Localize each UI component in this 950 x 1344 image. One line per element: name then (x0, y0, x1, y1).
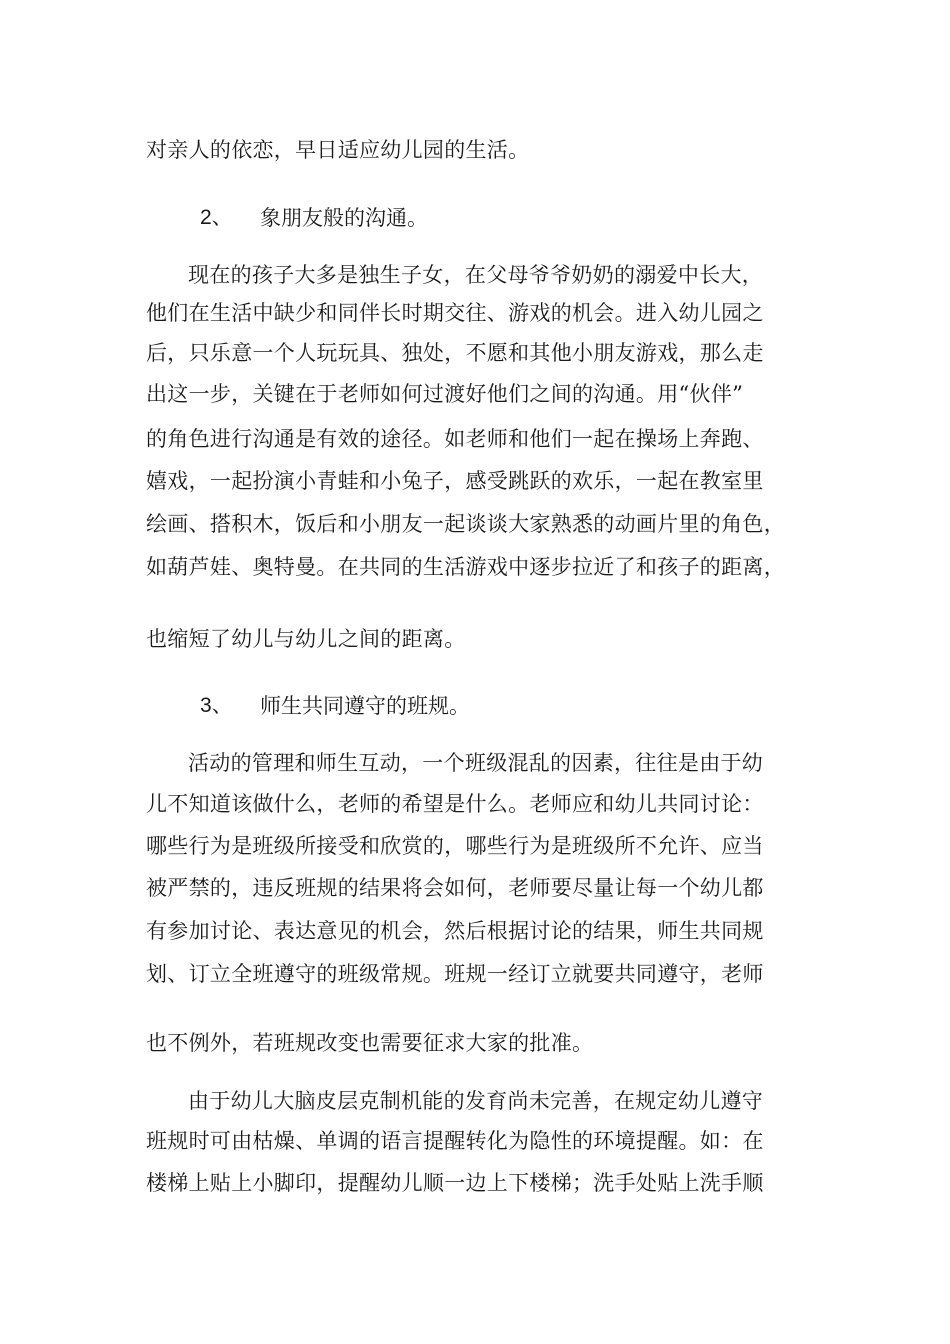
text-line: 出这一步，关键在于老师如何过渡好他们之间的沟通。用“伙伴” (146, 382, 744, 406)
heading-text: 师生共同遵守的班规。 (260, 694, 470, 718)
text-line: 后，只乐意一个人玩玩具、独处，不愿和其他小朋友游戏，那么走 (146, 341, 764, 365)
text-line: 被严禁的，违反班规的结果将会如何，老师要尽量让每一个幼儿都 (146, 876, 764, 900)
text-line: 有参加讨论、表达意见的机会，然后根据讨论的结果，师生共同规 (146, 919, 764, 943)
text-line: 楼梯上贴上小脚印，提醒幼儿顺一边上下楼梯；洗手处贴上洗手顺 (146, 1171, 764, 1195)
text-line: 对亲人的依恋，早日适应幼儿园的生活。 (146, 138, 530, 162)
text-line: 由于幼儿大脑皮层克制机能的发育尚未完善，在规定幼儿遵守 (188, 1089, 764, 1113)
text-line: 绘画、搭积木，饭后和小朋友一起谈谈大家熟悉的动画片里的角色， (146, 512, 785, 536)
text-line: 也缩短了幼儿与幼儿之间的距离。 (146, 627, 466, 651)
text-line: 班规时可由枯燥、单调的语言提醒转化为隐性的环境提醒。如：在 (146, 1129, 764, 1153)
text-line: 划、订立全班遵守的班级常规。班规一经订立就要共同遵守，老师 (146, 962, 764, 986)
heading-text: 象朋友般的沟通。 (260, 206, 428, 230)
heading-number: 3、 (200, 694, 233, 717)
text-line: 活动的管理和师生互动，一个班级混乱的因素，往往是由于幼 (188, 751, 764, 775)
text-line: 现在的孩子大多是独生子女，在父母爷爷奶奶的溺爱中长大， (188, 263, 764, 287)
text-line: 的角色进行沟通是有效的途径。如老师和他们一起在操场上奔跑、 (146, 427, 764, 451)
text-line: 也不例外，若班规改变也需要征求大家的批准。 (146, 1031, 594, 1055)
text-line: 如葫芦娃、奥特曼。在共同的生活游戏中逐步拉近了和孩子的距离， (146, 555, 785, 579)
heading-number: 2、 (200, 206, 233, 229)
text-line: 儿不知道该做什么，老师的希望是什么。老师应和幼儿共同讨论： (146, 792, 764, 816)
text-line: 他们在生活中缺少和同伴长时期交往、游戏的机会。进入幼儿园之 (146, 301, 764, 325)
text-line: 哪些行为是班级所接受和欣赏的，哪些行为是班级所不允许、应当 (146, 834, 764, 858)
text-line: 嬉戏，一起扮演小青蛙和小兔子，感受跳跃的欢乐，一起在教室里 (146, 469, 764, 493)
